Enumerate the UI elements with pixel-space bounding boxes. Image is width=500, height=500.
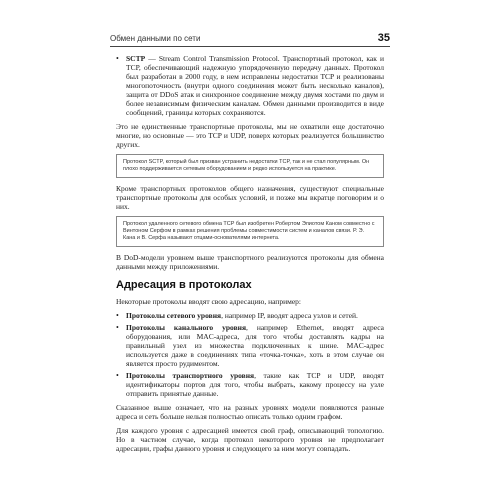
paragraph-graph: Сказанное выше означает, что на разных уровнях модели появляются разные адреса и сеть больше нельзя полностью описать только одним графом. [116,403,384,421]
paragraph-special-protocols: Кроме транспортных протоколов общего назначения, существуют специальные транспортные протоколы для особых условий, и позже мы вкратце поговорим и о них. [116,184,384,211]
paragraph-main-protocols: Это не единственные транспортные протоколы, мы не охватили еще достаточно многие, но основные — это TCP и UDP, поверх которых реализуется большинство других. [116,122,384,149]
bullet-dot: • [116,311,119,320]
paragraph-addressing-intro: Некоторые протоколы вводят свою адресацию, например: [116,297,301,306]
bullet-dot: • [116,371,119,380]
bullet-dot: • [116,54,119,63]
bullet-description: , например Ethernet, вводят адреса оборудования, или MAC-адреса, для того чтобы доставлять кадры на правильный узел из множества подключенных к шине. MAC-адрес используется даже в соединениях типа «точка-точка», хоть в этом случае он является просто рудиментом. [126,323,384,368]
bullet-term: Протоколы транспортного уровня [126,371,255,380]
bullet-text [126,371,384,398]
running-title: Обмен данными по сети [110,34,201,43]
bullet-term: Протоколы канального уровня [126,323,247,332]
list-item [116,371,384,398]
note-box-sctp: Протокол SCTP, который был призван устранить недостатки TCP, так и не стал популярным. Он плохо поддерживается сетевым оборудованием и редко используется на практике. [116,154,384,178]
running-header [110,32,390,44]
page-number: 35 [377,32,390,44]
bullet-term: SCTP [126,54,146,63]
bullet-text [126,54,384,117]
bullet-description: , такие как TCP и UDP, вводят идентификаторы портов для того, чтобы выбрать, какому процессу на узле отправить принятые данные. [126,371,384,398]
bullet-text [126,323,384,368]
paragraph-topology: Для каждого уровня с адресацией имеется свой граф, описывающий топологию. Но в частном случае, когда протокол некоторого уровня не предполагает адресации, графы данного уровня и следующего за ним могут совпадать. [116,426,384,453]
bullet-term: Протоколы сетевого уровня [126,311,222,320]
section-heading: Адресация в протоколах [116,279,252,291]
list-item [116,323,384,368]
header-rule [110,46,390,47]
note-box-tcp-history: Протокол удаленного сетевого обмена TCP был изобретен Робертом Элиотом Каном совместно с Винтоном Серфом в рамках решения проблемы совместимости систем и каналов связи. Р. Э. Кана и В. Серфа называют отцами-основателями интернета. [116,216,384,247]
bullet-text [126,311,384,320]
bullet-item-sctp [116,54,384,117]
bullet-description: , например IP, вводят адреса узлов и сетей. [221,311,358,320]
page-content [116,54,384,458]
bullet-dot: • [116,323,119,332]
list-item [116,311,384,320]
addressing-list [116,311,384,398]
paragraph-dod-model: В DoD-модели уровнем выше транспортного реализуются протоколы для обмена данными между приложениями. [116,253,384,271]
bullet-description: — Stream Control Transmission Protocol. Транспортный протокол, как и TCP, обеспечивающий надежную упорядоченную передачу данных. Протокол был разработан в 2000 году, в нем исправлены недостатки TCP и реализованы многопоточность (внутри одного соединения может быть несколько каналов), защита от DDoS атак и синхронное соединение между двумя хостами по двум и более независимым физическим каналам. Обмен данными производится в виде сообщений, границы которых сохраняются. [126,54,384,117]
